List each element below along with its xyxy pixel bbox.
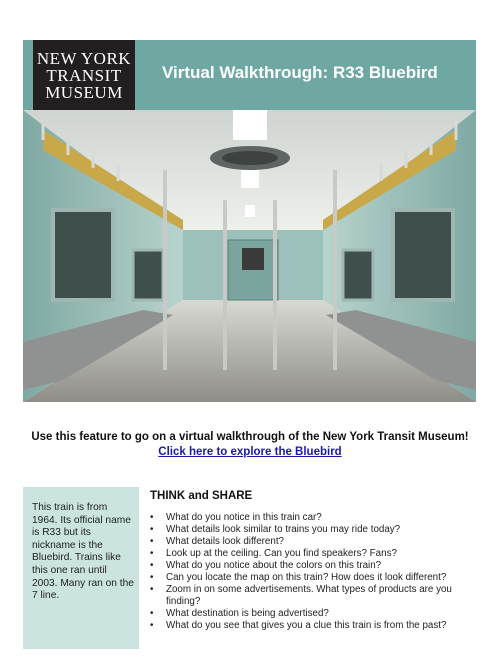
header-banner xyxy=(23,40,476,110)
museum-logo xyxy=(33,40,135,110)
question-item: • What details look different? xyxy=(150,536,480,548)
question-item: • Look up at the ceiling. Can you find speakers? Fans? xyxy=(150,548,480,560)
question-item: • What do you notice in this train car? xyxy=(150,512,480,524)
explore-bluebird-link[interactable]: Click here to explore the Bluebird xyxy=(158,446,342,458)
page-title: Virtual Walkthrough: R33 Bluebird xyxy=(162,63,438,82)
train-interior-photo xyxy=(23,110,476,402)
question-list xyxy=(150,512,480,632)
fact-box: This train is from 1964. Its official name is R33 but its nickname is the Bluebird. Trains like this one ran until 2003. Many ran on the 7 line. xyxy=(23,487,139,649)
question-item: • Zoom in on some advertisements. What types of products are you finding? xyxy=(150,584,480,608)
question-item: • What do you notice about the colors on this train? xyxy=(150,560,480,572)
think-share-heading: THINK and SHARE xyxy=(150,490,253,502)
logo-line-1: NEW YORK xyxy=(36,48,132,68)
question-item: • What destination is being advertised? xyxy=(150,608,480,620)
intro-text: Use this feature to go on a virtual walkthrough of the New York Transit Museum! xyxy=(31,431,469,443)
question-item: • What do you see that gives you a clue this train is from the past? xyxy=(150,620,480,632)
question-item: • What details look similar to trains you may ride today? xyxy=(150,524,480,536)
question-item: • Can you locate the map on this train? How does it look different? xyxy=(150,572,480,584)
logo-line-3: MUSEUM xyxy=(45,82,123,102)
logo-line-2: TRANSIT xyxy=(46,65,122,85)
